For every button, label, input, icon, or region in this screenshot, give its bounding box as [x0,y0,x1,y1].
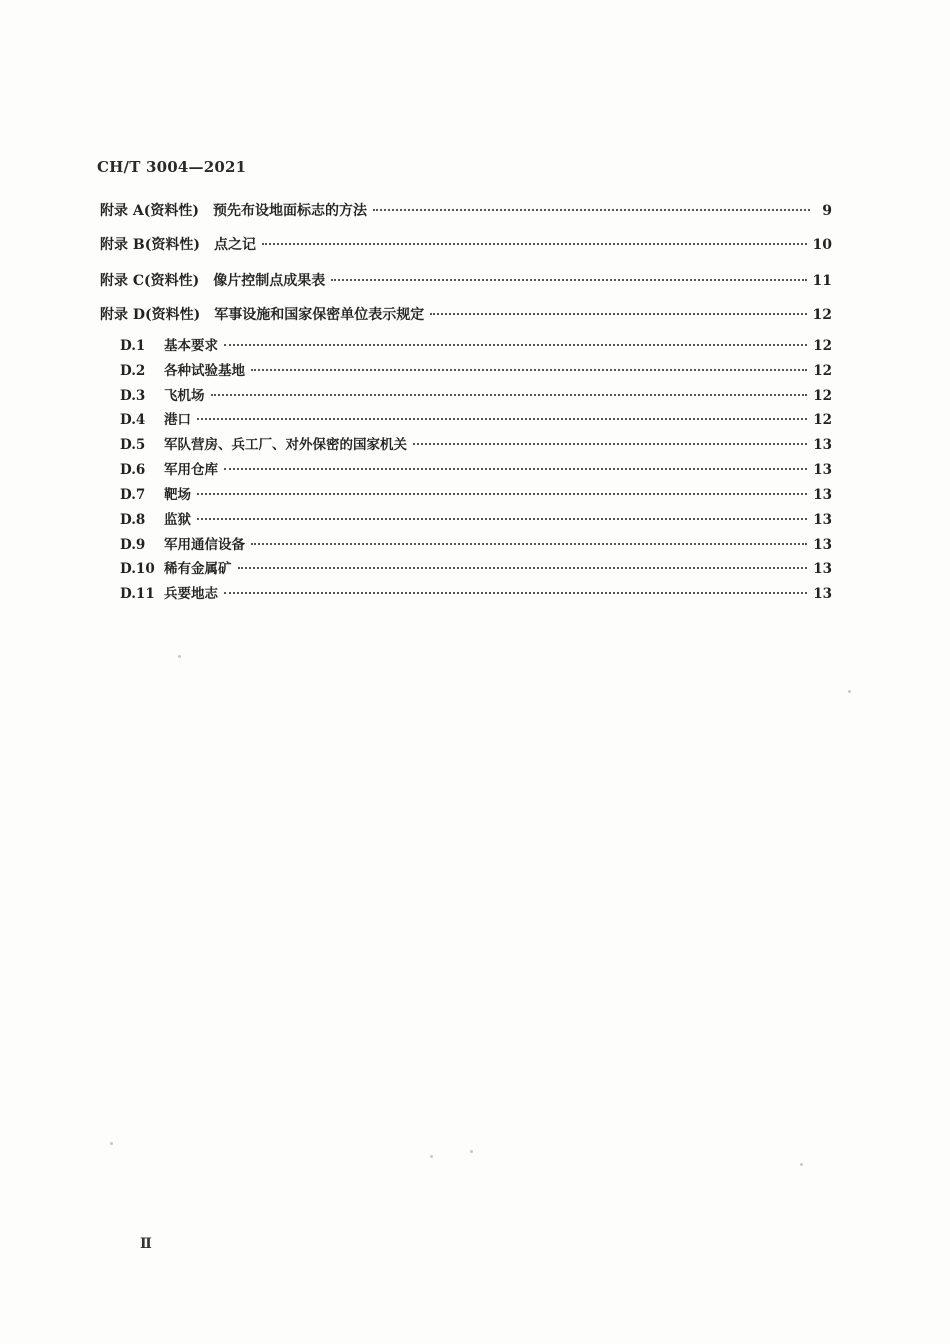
toc-leader-dots [331,279,806,281]
toc-entry-number: D.7 [120,487,146,503]
toc-leader-dots [211,394,808,396]
toc-leader-dots [197,418,807,420]
toc-entry-d10[interactable] [120,557,832,577]
toc-entry-d3[interactable] [120,384,832,404]
toc-entry-appendix-b[interactable] [100,234,832,254]
toc-leader-dots [262,243,807,245]
toc-entry-page: 9 [822,203,832,219]
toc-leader-dots [430,313,806,315]
document-code: CH/T 3004—2021 [97,158,247,176]
toc-entry-page: 13 [813,586,832,602]
toc-entry-title: 点之记 [213,237,256,253]
toc-entry-title: 军事设施和国家保密单位表示规定 [214,307,425,323]
scan-speck [178,655,181,658]
toc-entry-title: 靶场 [164,487,191,503]
toc-entry-appendix-c[interactable] [100,270,832,290]
scan-speck [430,1155,433,1158]
toc-leader-dots [224,592,807,594]
toc-entry-number: D.3 [120,388,146,404]
toc-entry-page: 13 [813,537,832,553]
toc-entry-number: D.10 [120,561,155,577]
toc-entry-title: 稀有金属矿 [164,561,232,577]
toc-entry-title: 兵要地志 [164,586,218,602]
toc-entry-number: D.2 [120,363,146,379]
toc-leader-dots [413,443,807,445]
toc-entry-number: D.9 [120,537,146,553]
scan-speck [800,1163,803,1166]
toc-entry-number: D.1 [120,338,146,354]
toc-entry-d11[interactable] [120,582,832,602]
toc-entry-page: 12 [813,338,832,354]
toc-entry-appendix-a[interactable] [100,200,832,220]
toc-entry-title: 军用仓库 [164,462,218,478]
toc-entry-d8[interactable] [120,508,832,528]
toc-entry-page: 12 [813,412,832,428]
toc-entry-title: 预先布设地面标志的方法 [212,203,367,219]
toc-entry-page: 10 [812,237,832,253]
toc-leader-dots [373,209,810,211]
toc-entry-title: 港口 [164,412,191,428]
page-number: Ⅱ [140,1236,152,1252]
toc-entry-page: 12 [812,307,832,323]
toc-leader-dots [197,493,807,495]
toc-entry-appendix-d[interactable] [100,304,832,324]
toc-entry-d7[interactable] [120,483,832,503]
scan-speck [470,1150,473,1153]
scan-speck [110,1142,113,1145]
toc-leader-dots [197,518,807,520]
toc-entry-number: 附录 A(资料性) [100,203,199,219]
toc-leader-dots [224,344,807,346]
toc-entry-title: 像片控制点成果表 [213,273,326,289]
toc-entry-number: 附录 D(资料性) [100,307,201,323]
toc-entry-number: D.11 [120,586,155,602]
toc-leader-dots [238,567,808,569]
toc-entry-d4[interactable] [120,408,832,428]
toc-entry-number: 附录 C(资料性) [100,273,200,289]
toc-entry-page: 13 [813,487,832,503]
toc-entry-d6[interactable] [120,458,832,478]
toc-entry-number: D.6 [120,462,146,478]
toc-entry-number: D.5 [120,437,146,453]
toc-entry-number: D.8 [120,512,146,528]
toc-entry-page: 13 [813,437,832,453]
toc-entry-page: 13 [813,512,832,528]
scan-speck [848,690,851,693]
toc-leader-dots [251,369,807,371]
toc-entry-title: 基本要求 [164,338,218,354]
toc-entry-number: D.4 [120,412,146,428]
toc-leader-dots [224,468,807,470]
toc-leader-dots [251,543,807,545]
toc-entry-title: 军队营房、兵工厂、对外保密的国家机关 [164,437,407,453]
toc-entry-d9[interactable] [120,533,832,553]
toc-entry-title: 各种试验基地 [164,363,245,379]
toc-entry-d1[interactable] [120,334,832,354]
toc-entry-title: 监狱 [164,512,191,528]
toc-entry-page: 12 [813,363,832,379]
toc-entry-page: 12 [813,388,832,404]
toc-entry-title: 军用通信设备 [164,537,245,553]
toc-entry-number: 附录 B(资料性) [100,237,200,253]
toc-entry-page: 11 [812,273,832,289]
toc-entry-d5[interactable] [120,433,832,453]
toc-entry-page: 13 [813,561,832,577]
toc-entry-d2[interactable] [120,359,832,379]
toc-entry-page: 13 [813,462,832,478]
toc-entry-title: 飞机场 [164,388,205,404]
